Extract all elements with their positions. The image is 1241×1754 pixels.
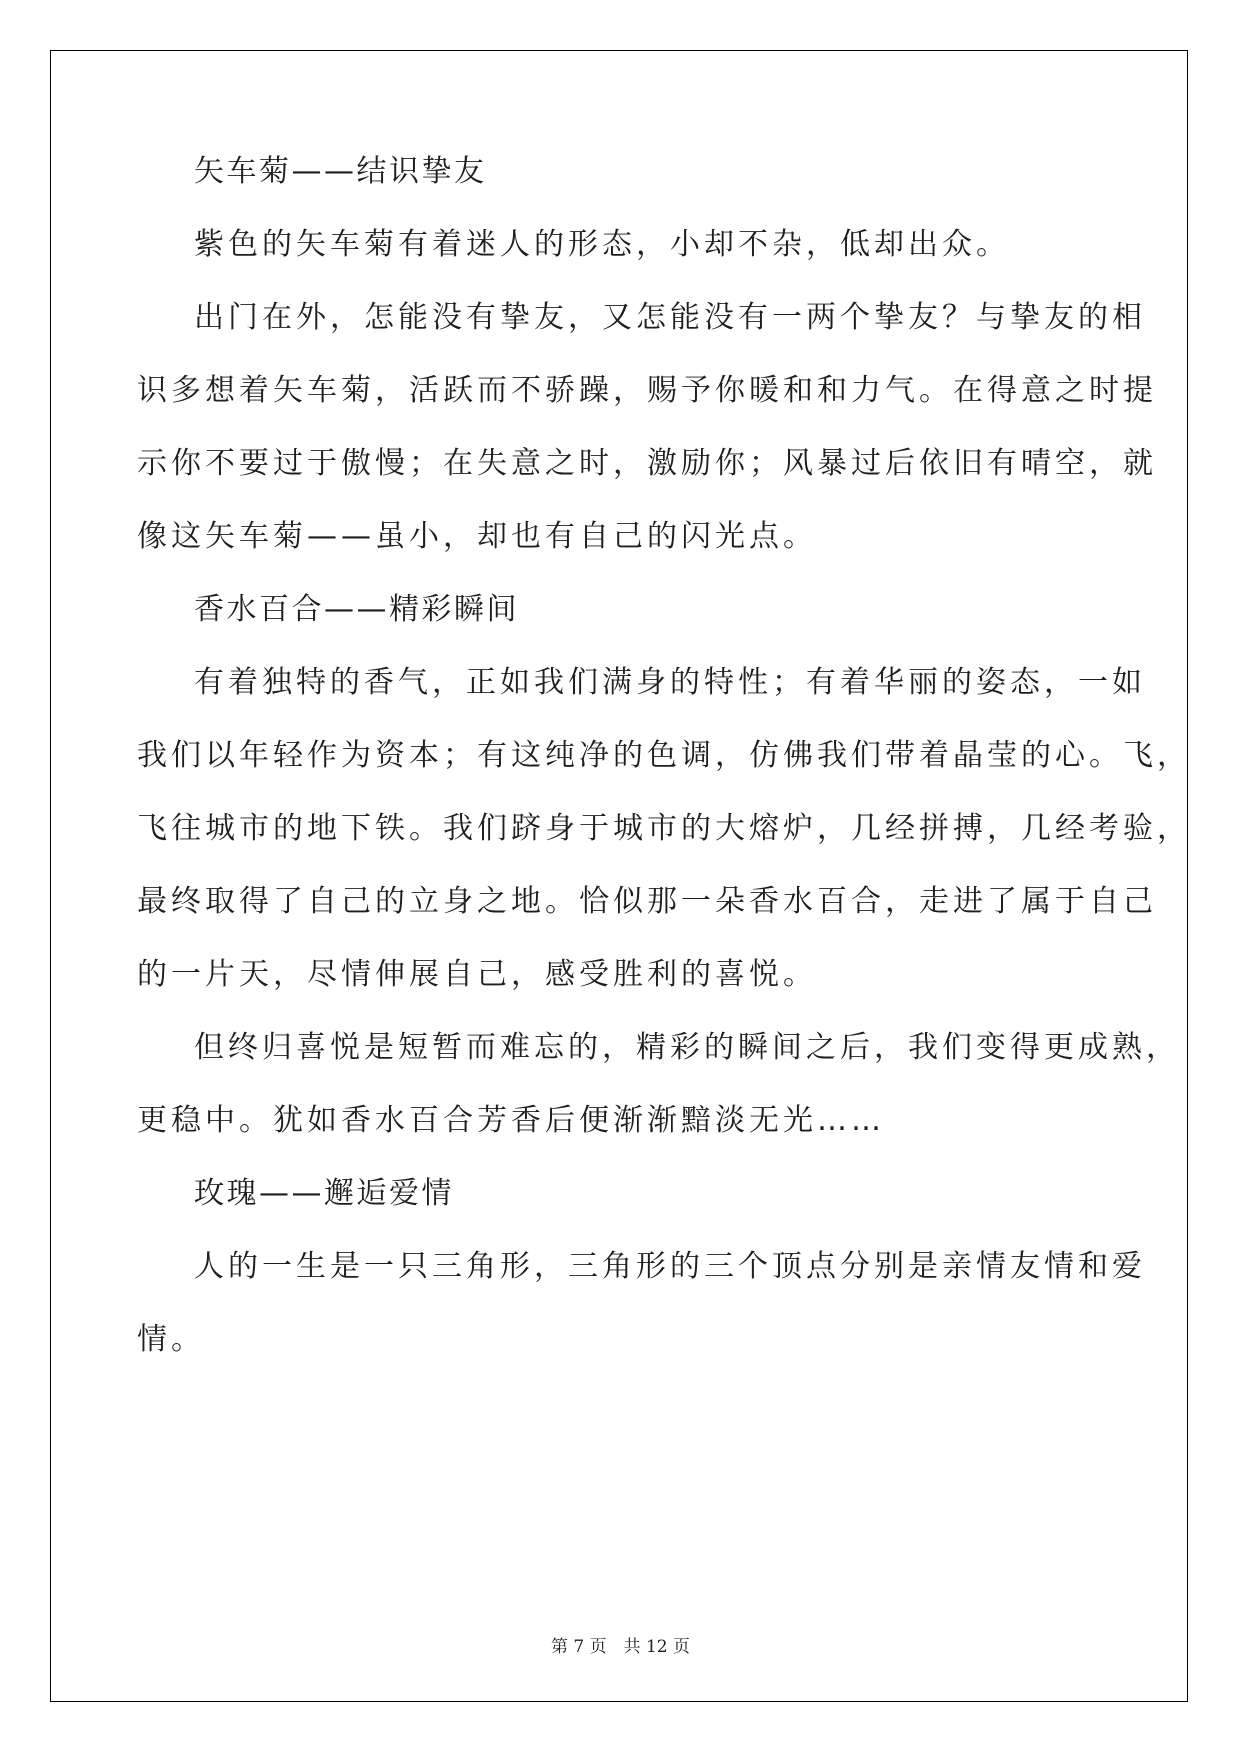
paragraph-line: 像这矢车菊——虽小，却也有自己的闪光点。 [137,519,817,554]
paragraph-line: 情。 [137,1322,205,1357]
paragraph-line: 最终取得了自己的立身之地。恰似那一朵香水百合，走进了属于自己 [137,884,1157,919]
section-heading-lily: 香水百合——精彩瞬间 [194,592,519,627]
paragraph-line: 紫色的矢车菊有着迷人的形态，小却不杂，低却出众。 [194,227,1010,262]
section-heading-cornflower: 矢车菊——结识挚友 [194,154,487,189]
paragraph-line: 飞往城市的地下铁。我们跻身于城市的大熔炉，几经拼搏，几经考验， [137,811,1191,846]
paragraph-line: 示你不要过于傲慢；在失意之时，激励你；风暴过后依旧有晴空，就 [137,446,1157,481]
paragraph-line: 我们以年轻作为资本；有这纯净的色调，仿佛我们带着晶莹的心。飞， [137,738,1191,773]
paragraph-line: 更稳中。犹如香水百合芳香后便渐渐黯淡无光…… [137,1103,885,1138]
paragraph-line: 出门在外，怎能没有挚友，又怎能没有一两个挚友？与挚友的相 [194,300,1146,335]
section-heading-rose: 玫瑰——邂逅爱情 [194,1176,454,1211]
page-number: 第 7 页 共 12 页 [550,1637,691,1657]
paragraph-line: 人的一生是一只三角形，三角形的三个顶点分别是亲情友情和爱 [194,1249,1146,1284]
paragraph-line: 有着独特的香气，正如我们满身的特性；有着华丽的姿态，一如 [194,665,1146,700]
paragraph-line: 但终归喜悦是短暂而难忘的，精彩的瞬间之后，我们变得更成熟， [194,1030,1180,1065]
paragraph-line: 识多想着矢车菊，活跃而不骄躁，赐予你暖和和力气。在得意之时提 [137,373,1157,408]
paragraph-line: 的一片天，尽情伸展自己，感受胜利的喜悦。 [137,957,817,992]
